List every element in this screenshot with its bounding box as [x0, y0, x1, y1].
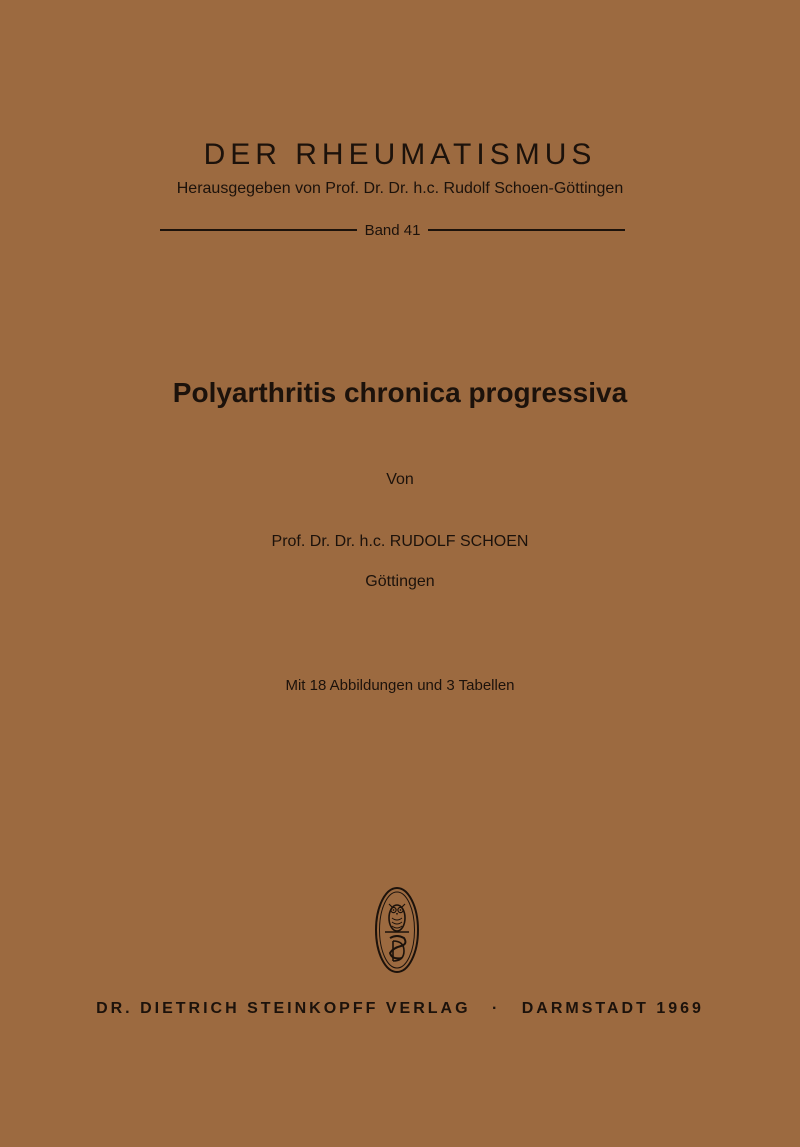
series-editor: Herausgegeben von Prof. Dr. Dr. h.c. Rudolf Schoen-Göttingen — [176, 180, 624, 197]
volume-row — [160, 220, 625, 240]
author-location: Göttingen — [365, 573, 435, 590]
publisher-separator: · — [491, 1000, 501, 1017]
illustrations-note: Mit 18 Abbildungen und 3 Tabellen — [285, 677, 515, 694]
author-name: Prof. Dr. Dr. h.c. RUDOLF SCHOEN — [271, 533, 529, 550]
volume-rule-right — [428, 229, 625, 231]
publisher-city-year: DARMSTADT 1969 — [521, 1000, 704, 1017]
book-title: Polyarthritis chronica progressiva — [172, 377, 628, 408]
publisher-line — [0, 1000, 800, 1018]
series-title: DER RHEUMATISMUS — [203, 138, 597, 171]
by-label: Von — [386, 471, 414, 488]
volume-label: Band 41 — [364, 221, 421, 239]
owl-publisher-emblem-icon — [374, 886, 420, 974]
volume-rule-left — [160, 229, 357, 231]
publisher-name: DR. DIETRICH STEINKOPFF VERLAG — [96, 1000, 471, 1017]
